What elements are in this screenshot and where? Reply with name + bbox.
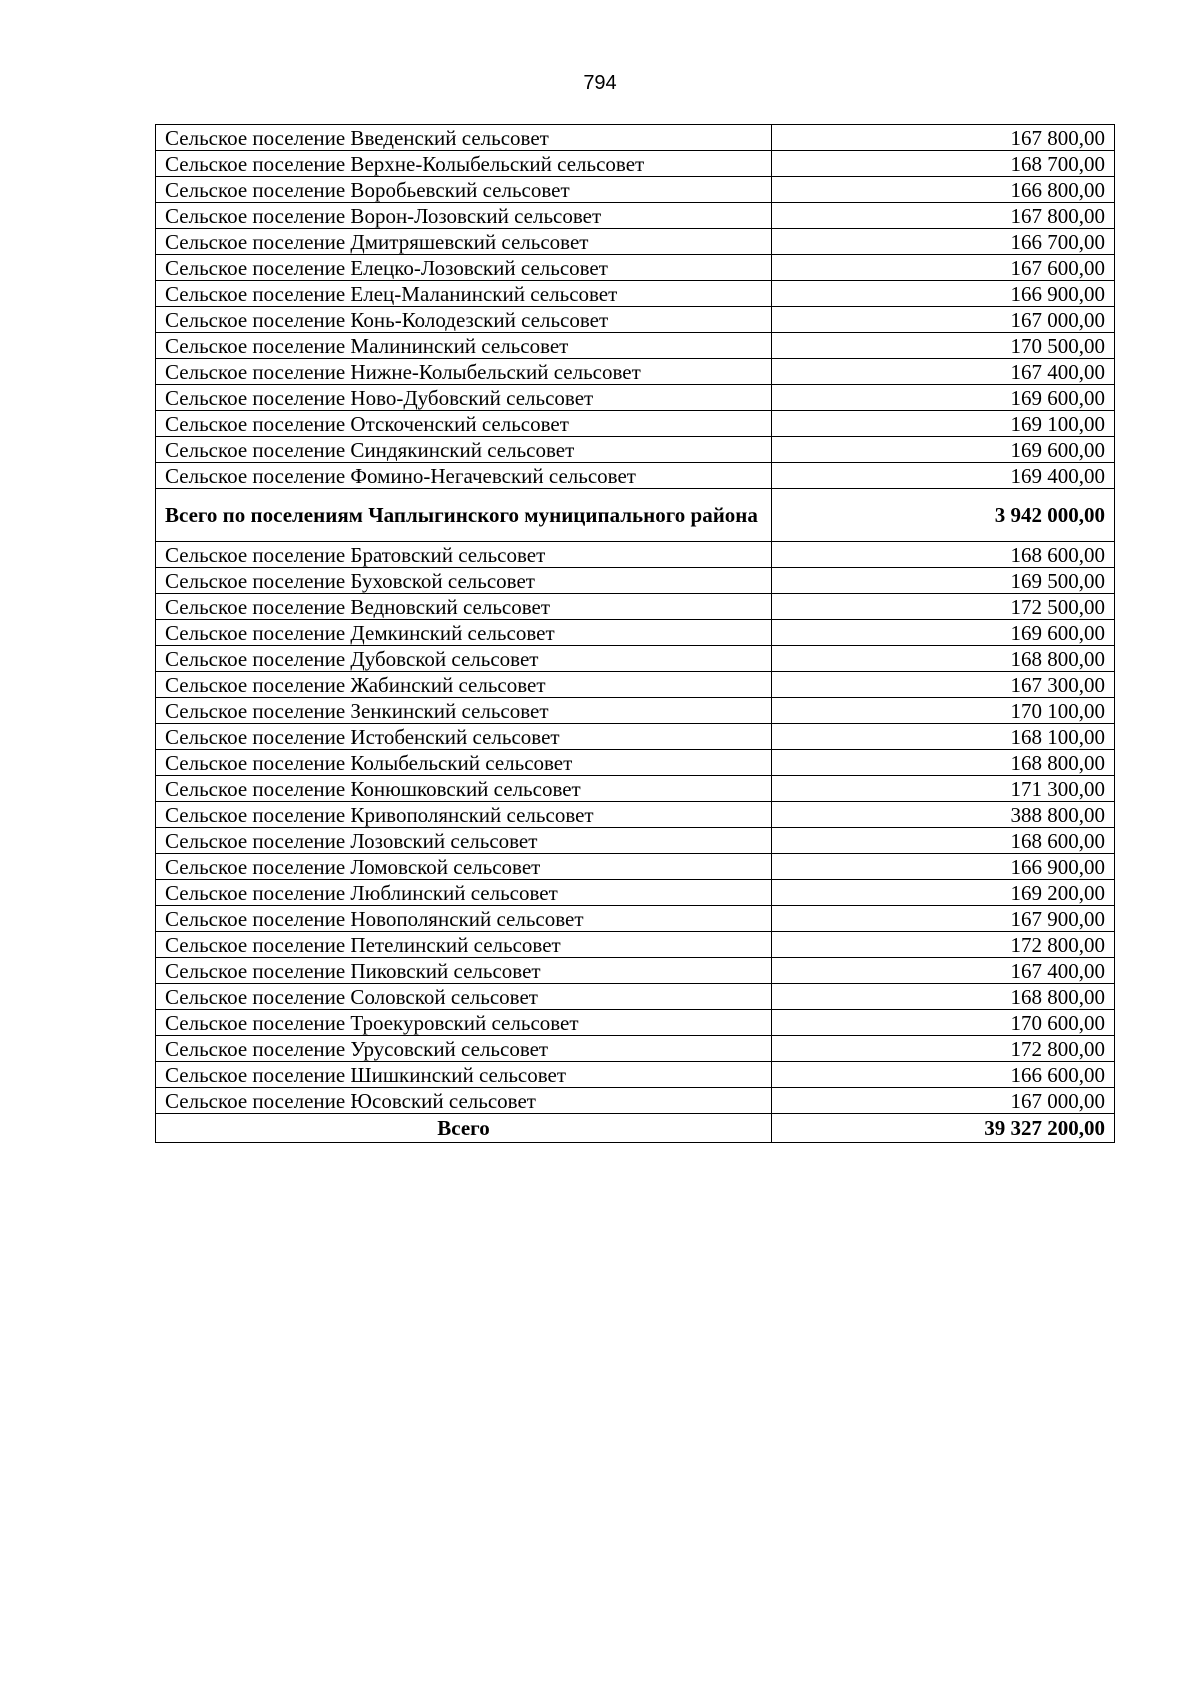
settlement-name-cell: Сельское поселение Фомино-Негачевский сельсовет bbox=[156, 463, 772, 489]
amount-cell: 170 500,00 bbox=[772, 333, 1115, 359]
settlement-name-cell: Сельское поселение Демкинский сельсовет bbox=[156, 620, 772, 646]
amount-cell: 169 500,00 bbox=[772, 568, 1115, 594]
amount-cell: 172 800,00 bbox=[772, 932, 1115, 958]
settlement-name-cell: Сельское поселение Истобенский сельсовет bbox=[156, 724, 772, 750]
amount-cell: 169 100,00 bbox=[772, 411, 1115, 437]
table-row bbox=[156, 411, 1115, 437]
amount-cell: 166 700,00 bbox=[772, 229, 1115, 255]
settlement-name-cell: Сельское поселение Буховской сельсовет bbox=[156, 568, 772, 594]
table-row bbox=[156, 229, 1115, 255]
amount-cell: 166 600,00 bbox=[772, 1062, 1115, 1088]
amount-cell: 166 900,00 bbox=[772, 854, 1115, 880]
table-row bbox=[156, 125, 1115, 151]
settlement-name-cell: Сельское поселение Ворон-Лозовский сельсовет bbox=[156, 203, 772, 229]
table-row bbox=[156, 1010, 1115, 1036]
amount-cell: 169 600,00 bbox=[772, 437, 1115, 463]
table-row bbox=[156, 828, 1115, 854]
table-row bbox=[156, 620, 1115, 646]
amount-cell: 169 200,00 bbox=[772, 880, 1115, 906]
table-row bbox=[156, 698, 1115, 724]
amount-cell: 166 800,00 bbox=[772, 177, 1115, 203]
table-row bbox=[156, 776, 1115, 802]
amount-cell: 167 800,00 bbox=[772, 125, 1115, 151]
settlement-name-cell: Сельское поселение Юсовский сельсовет bbox=[156, 1088, 772, 1114]
table-row bbox=[156, 385, 1115, 411]
table-row bbox=[156, 437, 1115, 463]
settlement-name-cell: Сельское поселение Елецко-Лозовский сельсовет bbox=[156, 255, 772, 281]
page-number: 794 bbox=[583, 72, 617, 94]
settlement-name-cell: Сельское поселение Новополянский сельсовет bbox=[156, 906, 772, 932]
table-row bbox=[156, 802, 1115, 828]
settlement-name-cell: Всего bbox=[156, 1114, 772, 1143]
table-row bbox=[156, 646, 1115, 672]
settlement-name-cell: Всего по поселениям Чаплыгинского муниципального района bbox=[156, 489, 772, 542]
amount-cell: 167 400,00 bbox=[772, 958, 1115, 984]
settlement-name-cell: Сельское поселение Конь-Колодезский сельсовет bbox=[156, 307, 772, 333]
table-row bbox=[156, 932, 1115, 958]
settlements-funding-table bbox=[155, 124, 1115, 1143]
amount-cell: 168 700,00 bbox=[772, 151, 1115, 177]
subtotal-row bbox=[156, 489, 1115, 542]
amount-cell: 172 500,00 bbox=[772, 594, 1115, 620]
amount-cell: 388 800,00 bbox=[772, 802, 1115, 828]
amount-cell: 167 000,00 bbox=[772, 1088, 1115, 1114]
amount-cell: 169 600,00 bbox=[772, 385, 1115, 411]
table-row bbox=[156, 203, 1115, 229]
table-row bbox=[156, 359, 1115, 385]
table-body bbox=[156, 125, 1115, 1143]
settlement-name-cell: Сельское поселение Зенкинский сельсовет bbox=[156, 698, 772, 724]
amount-cell: 168 800,00 bbox=[772, 984, 1115, 1010]
table-row bbox=[156, 1036, 1115, 1062]
table-row bbox=[156, 281, 1115, 307]
table-row bbox=[156, 255, 1115, 281]
amount-cell: 172 800,00 bbox=[772, 1036, 1115, 1062]
table-row bbox=[156, 880, 1115, 906]
amount-cell: 170 600,00 bbox=[772, 1010, 1115, 1036]
table-row bbox=[156, 177, 1115, 203]
table-row bbox=[156, 958, 1115, 984]
amount-cell: 169 600,00 bbox=[772, 620, 1115, 646]
table-row bbox=[156, 542, 1115, 568]
table-row bbox=[156, 724, 1115, 750]
table-row bbox=[156, 151, 1115, 177]
amount-cell: 166 900,00 bbox=[772, 281, 1115, 307]
amount-cell: 167 900,00 bbox=[772, 906, 1115, 932]
settlement-name-cell: Сельское поселение Конюшковский сельсовет bbox=[156, 776, 772, 802]
table-row bbox=[156, 672, 1115, 698]
table-row bbox=[156, 1062, 1115, 1088]
settlement-name-cell: Сельское поселение Дубовской сельсовет bbox=[156, 646, 772, 672]
table-row bbox=[156, 854, 1115, 880]
amount-cell: 170 100,00 bbox=[772, 698, 1115, 724]
settlement-name-cell: Сельское поселение Ведновский сельсовет bbox=[156, 594, 772, 620]
settlement-name-cell: Сельское поселение Петелинский сельсовет bbox=[156, 932, 772, 958]
settlement-name-cell: Сельское поселение Введенский сельсовет bbox=[156, 125, 772, 151]
amount-cell: 169 400,00 bbox=[772, 463, 1115, 489]
settlement-name-cell: Сельское поселение Урусовский сельсовет bbox=[156, 1036, 772, 1062]
table-row bbox=[156, 750, 1115, 776]
amount-cell: 167 800,00 bbox=[772, 203, 1115, 229]
amount-cell: 168 100,00 bbox=[772, 724, 1115, 750]
settlement-name-cell: Сельское поселение Люблинский сельсовет bbox=[156, 880, 772, 906]
amount-cell: 167 300,00 bbox=[772, 672, 1115, 698]
settlement-name-cell: Сельское поселение Отскоченский сельсовет bbox=[156, 411, 772, 437]
table-row bbox=[156, 307, 1115, 333]
settlement-name-cell: Сельское поселение Дмитряшевский сельсовет bbox=[156, 229, 772, 255]
settlement-name-cell: Сельское поселение Колыбельский сельсовет bbox=[156, 750, 772, 776]
settlement-name-cell: Сельское поселение Синдякинский сельсовет bbox=[156, 437, 772, 463]
settlement-name-cell: Сельское поселение Троекуровский сельсовет bbox=[156, 1010, 772, 1036]
settlement-name-cell: Сельское поселение Ново-Дубовский сельсовет bbox=[156, 385, 772, 411]
amount-cell: 39 327 200,00 bbox=[772, 1114, 1115, 1143]
grand-total-row bbox=[156, 1114, 1115, 1143]
table-row bbox=[156, 568, 1115, 594]
settlement-name-cell: Сельское поселение Жабинский сельсовет bbox=[156, 672, 772, 698]
table-row bbox=[156, 333, 1115, 359]
settlement-name-cell: Сельское поселение Соловской сельсовет bbox=[156, 984, 772, 1010]
settlement-name-cell: Сельское поселение Пиковский сельсовет bbox=[156, 958, 772, 984]
settlement-name-cell: Сельское поселение Шишкинский сельсовет bbox=[156, 1062, 772, 1088]
amount-cell: 167 400,00 bbox=[772, 359, 1115, 385]
amount-cell: 168 600,00 bbox=[772, 542, 1115, 568]
settlement-name-cell: Сельское поселение Лозовский сельсовет bbox=[156, 828, 772, 854]
amount-cell: 3 942 000,00 bbox=[772, 489, 1115, 542]
amount-cell: 167 600,00 bbox=[772, 255, 1115, 281]
table-row bbox=[156, 594, 1115, 620]
settlement-name-cell: Сельское поселение Братовский сельсовет bbox=[156, 542, 772, 568]
table-row bbox=[156, 1088, 1115, 1114]
table-row bbox=[156, 906, 1115, 932]
table-row bbox=[156, 463, 1115, 489]
settlement-name-cell: Сельское поселение Ломовской сельсовет bbox=[156, 854, 772, 880]
amount-cell: 167 000,00 bbox=[772, 307, 1115, 333]
settlement-name-cell: Сельское поселение Кривополянский сельсовет bbox=[156, 802, 772, 828]
amount-cell: 168 800,00 bbox=[772, 750, 1115, 776]
table-row bbox=[156, 984, 1115, 1010]
amount-cell: 171 300,00 bbox=[772, 776, 1115, 802]
settlement-name-cell: Сельское поселение Верхне-Колыбельский сельсовет bbox=[156, 151, 772, 177]
settlement-name-cell: Сельское поселение Воробьевский сельсовет bbox=[156, 177, 772, 203]
settlement-name-cell: Сельское поселение Елец-Маланинский сельсовет bbox=[156, 281, 772, 307]
settlement-name-cell: Сельское поселение Нижне-Колыбельский сельсовет bbox=[156, 359, 772, 385]
amount-cell: 168 800,00 bbox=[772, 646, 1115, 672]
settlement-name-cell: Сельское поселение Малининский сельсовет bbox=[156, 333, 772, 359]
amount-cell: 168 600,00 bbox=[772, 828, 1115, 854]
